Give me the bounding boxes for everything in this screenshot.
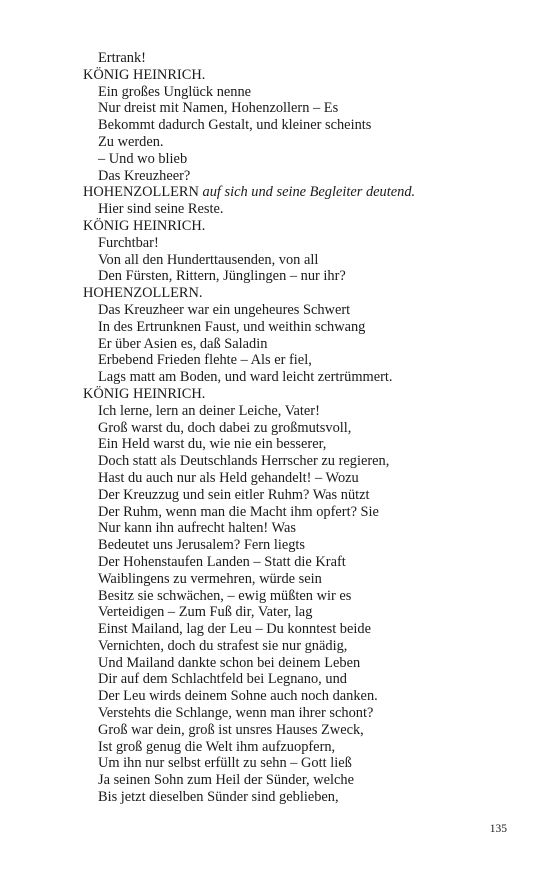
verse-line — [83, 235, 523, 252]
verse-text: Ein Held warst du, wie nie ein besserer, — [98, 436, 327, 453]
verse-line — [83, 201, 523, 218]
verse-line — [83, 588, 523, 605]
verse-text: Nur kann ihn aufrecht halten! Was — [98, 520, 296, 537]
verse-text: Besitz sie schwächen, – ewig müßten wir es — [98, 587, 352, 604]
verse-text: Bis jetzt dieselben Sünder sind geblieben, — [98, 789, 339, 806]
verse-line — [83, 319, 523, 336]
speaker-name: KÖNIG HEINRICH. — [83, 385, 206, 402]
verse-line — [83, 470, 523, 487]
verse-text: In des Ertrunknen Faust, und weithin schwang — [98, 318, 366, 335]
speaker-name: KÖNIG HEINRICH. — [83, 66, 206, 83]
verse-text: Furchtbar! — [98, 234, 159, 251]
verse-text: Zu werden. — [98, 133, 164, 150]
verse-line — [83, 50, 523, 67]
verse-line — [83, 487, 523, 504]
verse-line — [83, 336, 523, 353]
verse-text: Einst Mailand, lag der Leu – Du konntest beide — [98, 621, 371, 638]
verse-line — [83, 84, 523, 101]
verse-text: Das Kreuzheer war ein ungeheures Schwert — [98, 301, 351, 318]
verse-text: Erbebend Frieden flehte – Als er fiel, — [98, 352, 312, 369]
verse-line — [83, 739, 523, 756]
verse-line — [83, 571, 523, 588]
verse-line — [83, 638, 523, 655]
verse-line — [83, 772, 523, 789]
verse-text: Der Kreuzzug und sein eitler Ruhm? Was nützt — [98, 486, 370, 503]
verse-line — [83, 117, 523, 134]
verse-line — [83, 369, 523, 386]
verse-text: Vernichten, doch du strafest sie nur gnädig, — [98, 637, 348, 654]
verse-line — [83, 722, 523, 739]
verse-text: Bekommt dadurch Gestalt, und kleiner scheints — [98, 117, 372, 134]
speaker-line — [83, 386, 523, 403]
verse-line — [83, 436, 523, 453]
verse-line — [83, 453, 523, 470]
speaker-line — [83, 218, 523, 235]
stage-direction: auf sich und seine Begleiter deutend. — [202, 184, 416, 201]
verse-line — [83, 252, 523, 269]
verse-line — [83, 352, 523, 369]
verse-line — [83, 755, 523, 772]
verse-text: Und Mailand dankte schon bei deinem Leben — [98, 654, 361, 671]
verse-text: Hier sind seine Reste. — [98, 201, 224, 218]
verse-line — [83, 688, 523, 705]
verse-text: Verteidigen – Zum Fuß dir, Vater, lag — [98, 604, 313, 621]
verse-text: Waiblingens zu vermehren, würde sein — [98, 570, 322, 587]
verse-line — [83, 504, 523, 521]
verse-text: Groß war dein, groß ist unsres Hauses Zweck, — [98, 721, 364, 738]
verse-line — [83, 268, 523, 285]
verse-line — [83, 151, 523, 168]
verse-text: Lags matt am Boden, und ward leicht zertrümmert. — [98, 369, 393, 386]
verse-line — [83, 537, 523, 554]
verse-text: – Und wo blieb — [98, 150, 188, 167]
verse-line — [83, 520, 523, 537]
page-number: 135 — [489, 823, 507, 835]
verse-text: Von all den Hunderttausenden, von all — [98, 251, 319, 268]
speaker-line — [83, 67, 523, 84]
verse-text: Der Ruhm, wenn man die Macht ihm opfert? Sie — [98, 503, 379, 520]
drama-text-block — [83, 50, 523, 806]
verse-line — [83, 420, 523, 437]
verse-text: Hast du auch nur als Held gehandelt! – Wozu — [98, 469, 359, 486]
speaker-line — [83, 285, 523, 302]
speaker-line — [83, 184, 523, 201]
verse-text: Ist groß genug die Welt ihm aufzuopfern, — [98, 738, 336, 755]
verse-line — [83, 554, 523, 571]
verse-line — [83, 789, 523, 806]
verse-line — [83, 621, 523, 638]
verse-text: Das Kreuzheer? — [98, 167, 191, 184]
verse-line — [83, 100, 523, 117]
verse-text: Bedeutet uns Jerusalem? Fern liegts — [98, 537, 306, 554]
verse-text: Dir auf dem Schlachtfeld bei Legnano, und — [98, 671, 347, 688]
verse-line — [83, 168, 523, 185]
verse-text: Der Hohenstaufen Landen – Statt die Kraft — [98, 553, 346, 570]
verse-line — [83, 655, 523, 672]
verse-text: Doch statt als Deutschlands Herrscher zu regieren, — [98, 453, 390, 470]
verse-line — [83, 604, 523, 621]
verse-text: Ein großes Unglück nenne — [98, 83, 252, 100]
verse-text: Er über Asien es, daß Saladin — [98, 335, 268, 352]
verse-text: Verstehts die Schlange, wenn man ihrer schont? — [98, 705, 374, 722]
verse-line — [83, 705, 523, 722]
verse-text: Nur dreist mit Namen, Hohenzollern – Es — [98, 100, 339, 117]
verse-text: Den Fürsten, Rittern, Jünglingen – nur ihr? — [98, 268, 346, 285]
verse-line — [83, 134, 523, 151]
verse-line — [83, 302, 523, 319]
verse-line — [83, 403, 523, 420]
verse-text: Ja seinen Sohn zum Heil der Sünder, welche — [98, 772, 354, 789]
verse-line — [83, 671, 523, 688]
verse-text: Ertrank! — [98, 50, 146, 66]
verse-text: Ich lerne, lern an deiner Leiche, Vater! — [98, 402, 320, 419]
verse-text: Der Leu wirds deinem Sohne auch noch danken. — [98, 688, 378, 705]
speaker-name: HOHENZOLLERN — [83, 184, 199, 201]
speaker-name: KÖNIG HEINRICH. — [83, 217, 206, 234]
verse-text: Um ihn nur selbst erfüllt zu sehn – Gott ließ — [98, 755, 352, 772]
verse-text: Groß warst du, doch dabei zu großmutsvoll, — [98, 419, 352, 436]
speaker-name: HOHENZOLLERN. — [83, 285, 203, 302]
